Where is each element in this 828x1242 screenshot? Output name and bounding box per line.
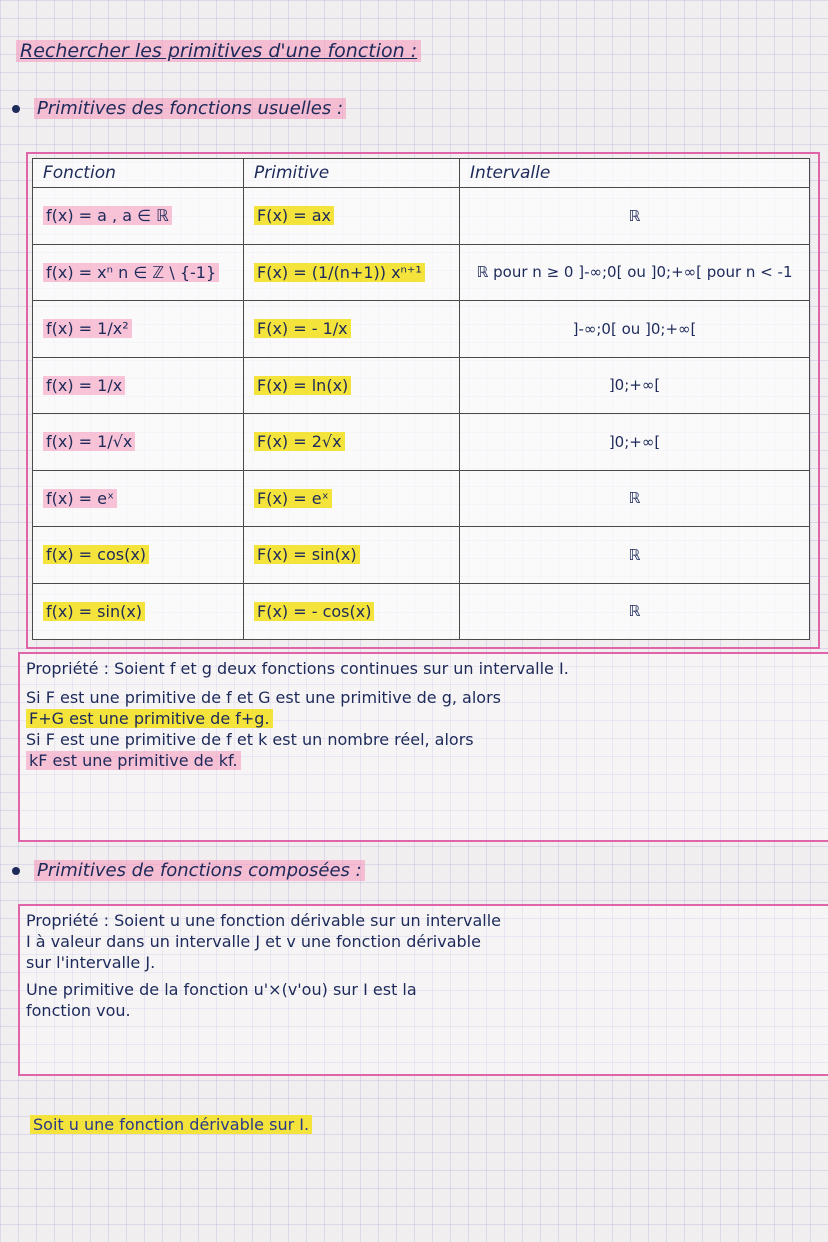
property-line: fonction vou. [26,1001,131,1020]
property-line: Une primitive de la fonction u'×(v'ou) sur I est la [26,980,417,999]
table-row [33,527,810,584]
primitive-cell: F(x) = ln(x) [254,376,351,395]
property-line: I à valeur dans un intervalle J et v une fonction dérivable [26,932,481,951]
function-cell: f(x) = eˣ [43,489,117,508]
interval-cell: ℝ [460,583,810,640]
header-intervalle: Intervalle [460,159,810,188]
property-composition-box [18,904,828,1076]
function-cell: f(x) = cos(x) [43,545,149,564]
table-row [33,414,810,471]
function-cell: f(x) = a , a ∈ ℝ [43,206,172,225]
interval-cell: ℝ [460,470,810,527]
primitive-cell: F(x) = ax [254,206,334,225]
property-line: Si F est une primitive de f et k est un nombre réel, alors [26,730,474,749]
function-cell: f(x) = 1/√x [43,432,135,451]
interval-cell: ]-∞;0[ ou ]0;+∞[ [460,301,810,358]
table-row [33,244,810,301]
table-row [33,188,810,245]
table-row [33,583,810,640]
footer-note: Soit u une fonction dérivable sur I. [30,1115,312,1134]
interval-cell: ℝ [460,188,810,245]
primitive-cell: F(x) = - 1/x [254,319,351,338]
header-primitive: Primitive [244,159,460,188]
property-line: sur l'intervalle J. [26,953,156,972]
primitives-table-frame [26,152,820,649]
table-row [33,357,810,414]
primitive-cell: F(x) = sin(x) [254,545,360,564]
primitive-cell: F(x) = - cos(x) [254,602,374,621]
function-cell: f(x) = sin(x) [43,602,145,621]
property-line: Propriété : Soient f et g deux fonctions continues sur un intervalle I. [26,659,569,678]
table-row [33,470,810,527]
section-composed-primitives: Primitives de fonctions composées : [12,860,365,881]
property-line: kF est une primitive de kf. [26,751,241,770]
interval-cell: ]0;+∞[ [460,414,810,471]
function-cell: f(x) = 1/x [43,376,125,395]
table-row [33,301,810,358]
function-cell: f(x) = 1/x² [43,319,132,338]
section-usual-primitives: Primitives des fonctions usuelles : [12,98,346,119]
property-line: F+G est une primitive de f+g. [26,709,273,728]
interval-cell: ℝ [460,527,810,584]
property-line: Si F est une primitive de f et G est une primitive de g, alors [26,688,501,707]
interval-cell: ℝ pour n ≥ 0 ]-∞;0[ ou ]0;+∞[ pour n < -1 [460,244,810,301]
interval-cell: ]0;+∞[ [460,357,810,414]
header-fonction: Fonction [33,159,244,188]
bullet-icon [12,105,20,113]
primitive-cell: F(x) = eˣ [254,489,332,508]
page-title: Rechercher les primitives d'une fonction : [16,40,421,62]
primitive-cell: F(x) = (1/(n+1)) xⁿ⁺¹ [254,263,425,282]
bullet-icon [12,867,20,875]
table-header-row [33,159,810,188]
function-cell: f(x) = xⁿ n ∈ ℤ \ {-1} [43,263,219,282]
property-sum-box [18,652,828,842]
primitives-table [32,158,810,640]
primitive-cell: F(x) = 2√x [254,432,345,451]
property-line: Propriété : Soient u une fonction dérivable sur un intervalle [26,911,501,930]
